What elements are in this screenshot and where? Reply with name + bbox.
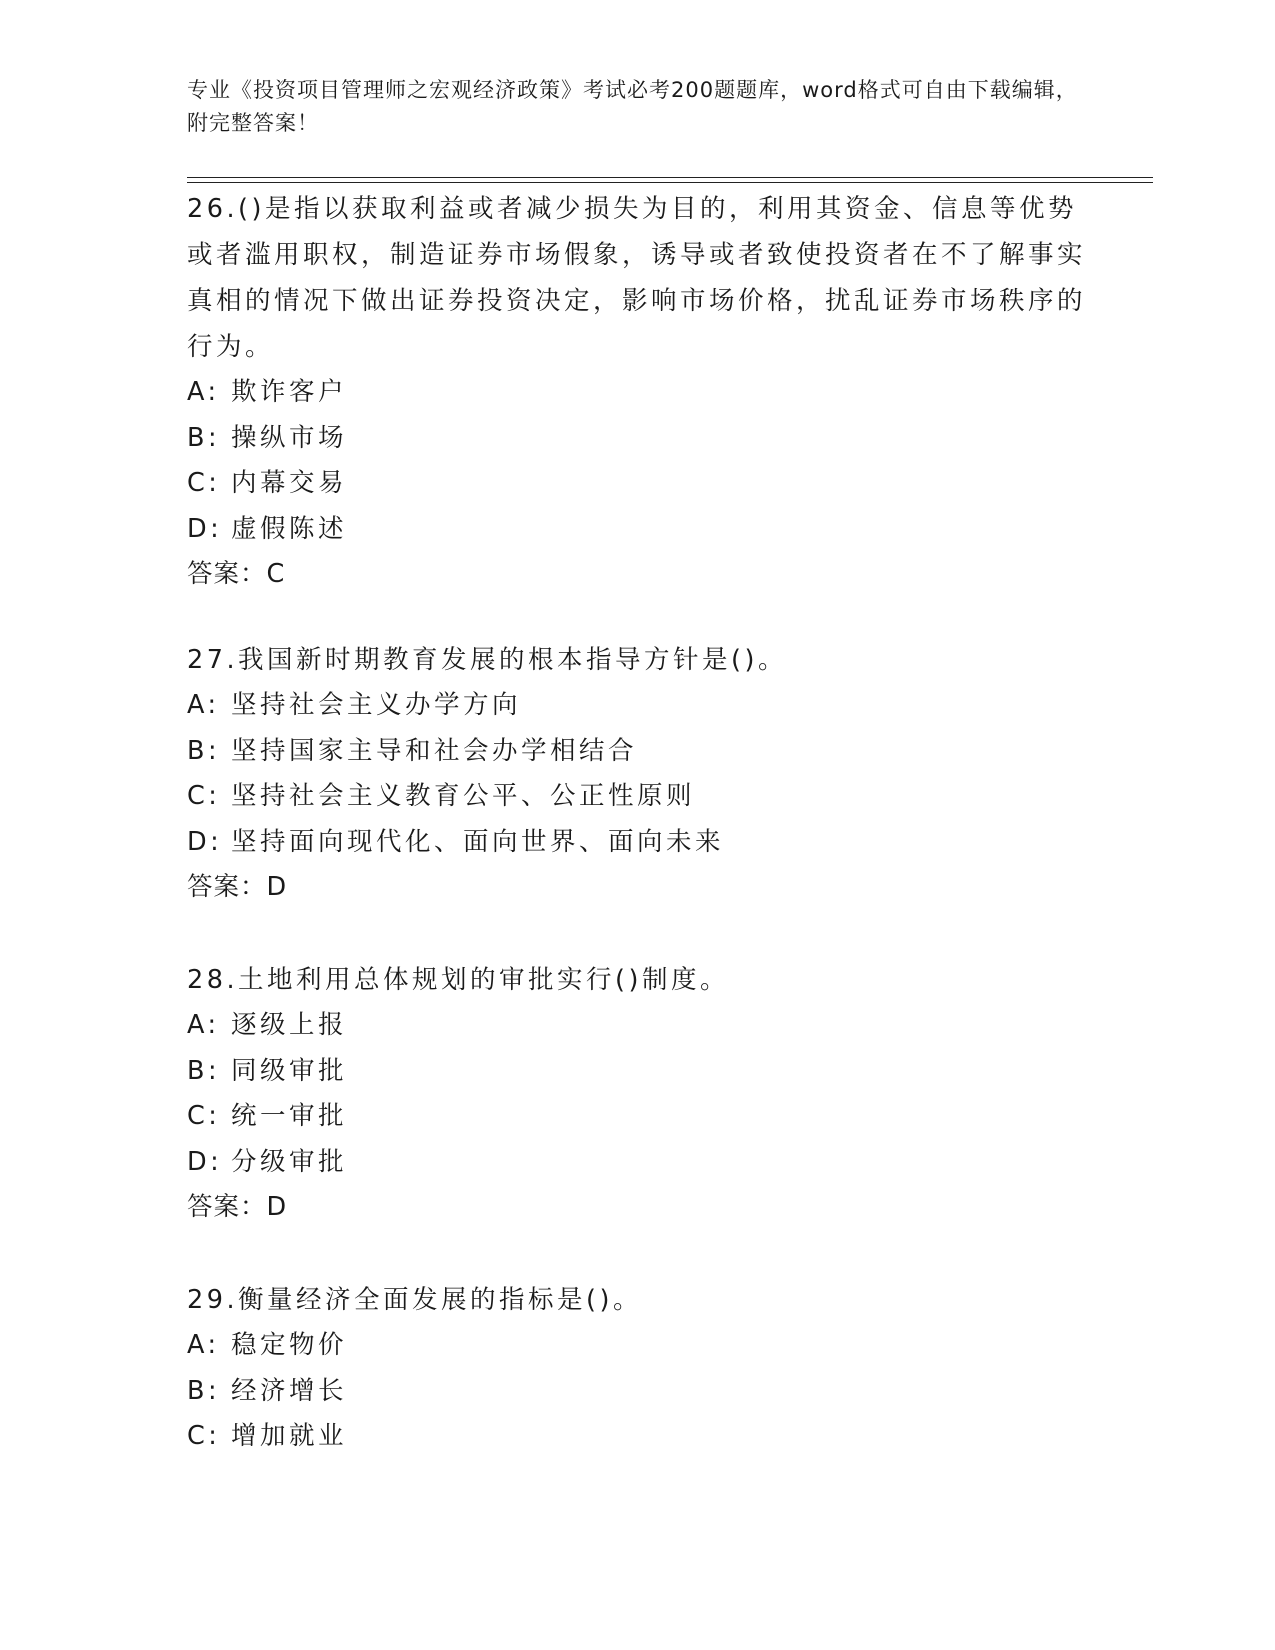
option-text: 坚持社会主义教育公平、公正性原则	[231, 781, 696, 811]
option-key: B:	[187, 735, 221, 766]
question-27	[187, 637, 1087, 911]
question-28	[187, 957, 1087, 1231]
option-b	[187, 1049, 1087, 1095]
option-key: A:	[187, 377, 220, 407]
option-key: A:	[187, 690, 220, 720]
option-a	[187, 683, 1087, 729]
option-text: 稳定物价	[231, 1330, 348, 1360]
option-b	[187, 416, 1087, 462]
option-key: C:	[187, 1101, 221, 1131]
option-text: 操纵市场	[231, 422, 348, 453]
option-text: 统一审批	[231, 1101, 348, 1131]
header-divider-bottom	[187, 182, 1153, 183]
option-b	[187, 1369, 1087, 1415]
option-d	[187, 1140, 1087, 1186]
option-text: 虚假陈述	[231, 513, 348, 544]
option-text: 经济增长	[231, 1375, 348, 1406]
answer: 答案：C	[187, 559, 286, 589]
option-d	[187, 820, 1087, 866]
question-stem: 28.土地利用总体规划的审批实行()制度。	[187, 965, 729, 995]
option-key: C:	[187, 781, 221, 811]
option-text: 逐级上报	[231, 1010, 348, 1040]
option-c	[187, 1094, 1087, 1140]
option-text: 坚持社会主义办学方向	[231, 690, 522, 720]
option-text: 内幕交易	[231, 468, 348, 498]
option-b	[187, 729, 1087, 775]
header-note: 专业《投资项目管理师之宏观经济政策》考试必考200题题库，word格式可自由下载编辑，附完整答案！	[187, 78, 1078, 135]
option-key: D:	[187, 1146, 223, 1177]
option-key: B:	[187, 1055, 221, 1086]
option-text: 坚持国家主导和社会办学相结合	[231, 735, 638, 766]
header-divider-top	[187, 177, 1153, 178]
option-key: B:	[187, 1375, 221, 1406]
question-stem: 26.()是指以获取利益或者减少损失为目的，利用其资金、信息等优势或者滥用职权，制造证券市场假象，诱导或者致使投资者在不了解事实真相的情况下做出证券投资决定，影响市场价格，扰乱证券市场秩序的行为。	[187, 194, 1087, 362]
question-stem: 29.衡量经济全面发展的指标是()。	[187, 1285, 642, 1315]
answer: 答案：D	[187, 1192, 288, 1222]
question-26	[187, 186, 1087, 598]
question-29	[187, 1277, 1087, 1460]
option-a	[187, 1003, 1087, 1049]
option-text: 同级审批	[231, 1055, 348, 1086]
option-key: C:	[187, 1421, 221, 1451]
option-key: B:	[187, 422, 221, 453]
option-text: 增加就业	[231, 1421, 348, 1451]
option-key: D:	[187, 826, 223, 857]
option-a	[187, 370, 1087, 416]
option-text: 坚持面向现代化、面向世界、面向未来	[231, 826, 725, 857]
option-d	[187, 507, 1087, 553]
option-text: 欺诈客户	[231, 377, 348, 407]
option-key: C:	[187, 468, 221, 498]
option-c	[187, 774, 1087, 820]
option-text: 分级审批	[231, 1146, 348, 1177]
option-key: A:	[187, 1010, 220, 1040]
question-stem: 27.我国新时期教育发展的根本指导方针是()。	[187, 645, 787, 675]
option-c	[187, 461, 1087, 507]
answer: 答案：D	[187, 872, 288, 902]
option-a	[187, 1323, 1087, 1369]
option-key: D:	[187, 513, 223, 544]
option-key: A:	[187, 1330, 220, 1360]
option-c	[187, 1414, 1087, 1460]
